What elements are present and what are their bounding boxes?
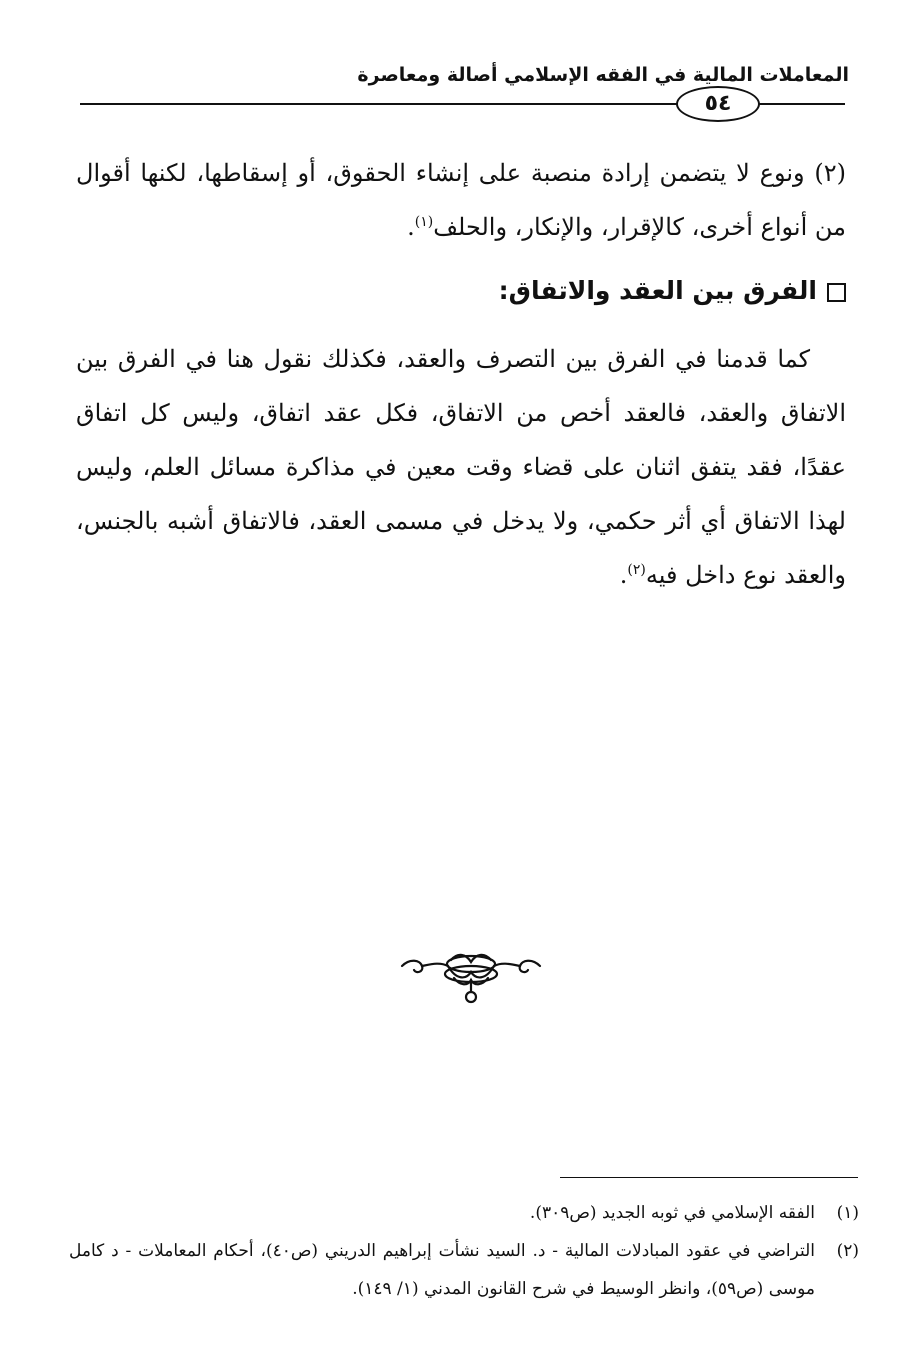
footnotes	[69, 1194, 859, 1308]
paragraph-2-text: كما قدمنا في الفرق بين التصرف والعقد، فكذلك نقول هنا في الفرق بين الاتفاق والعقد، فالعقد أخص من الاتفاق، فكل عقد اتفاق، وليس كل اتفاق عقدًا، فقد يتفق اثنان على قضاء وقت معين في مذاكرة مسائل العلم، وليس لهذا الاتفاق أي أثر حكمي، ولا يدخل في مسمى العقد، فالاتفاق أشبه بالجنس، والعقد نوع داخل فيه	[76, 345, 846, 589]
paragraph-2-end: .	[619, 561, 628, 589]
paragraph-1	[76, 146, 846, 254]
paragraph-2	[76, 332, 846, 602]
footnote-1-text: الفقه الإسلامي في ثوبه الجديد (ص٣٠٩).	[529, 1203, 815, 1223]
footnote-2-text: التراضي في عقود المبادلات المالية - د. السيد نشأت إبراهيم الدريني (ص٤٠)، أحكام المعاملات - د كامل موسى (ص٥٩)، وانظر الوسيط في شرح القانون المدني (١/ ١٤٩).	[69, 1241, 815, 1299]
footnote-ref-2: (٢)	[627, 562, 646, 578]
footnote-ref-1: (١)	[414, 214, 434, 230]
footnote-1-number: (١)	[836, 1203, 859, 1223]
page-number: ٥٤	[676, 86, 760, 122]
section-heading	[499, 276, 846, 305]
square-bullet-icon	[827, 283, 846, 302]
section-heading-text: الفرق بين العقد والاتفاق:	[498, 276, 817, 305]
footnote-1	[69, 1194, 859, 1232]
footnote-separator	[560, 1177, 858, 1178]
decorative-knot-ornament-icon	[396, 950, 546, 1010]
paragraph-1-end: .	[407, 213, 415, 241]
footnote-2-number: (٢)	[836, 1241, 859, 1261]
paragraph-1-text: (٢) ونوع لا يتضمن إرادة منصبة على إنشاء الحقوق، أو إسقاطها، لكنها أقوال من أنواع أخرى، كالإقرار، والإنكار، والحلف	[76, 159, 846, 241]
running-header-title: المعاملات المالية في الفقه الإسلامي أصالة ومعاصرة	[357, 64, 849, 86]
footnote-2	[69, 1232, 859, 1308]
